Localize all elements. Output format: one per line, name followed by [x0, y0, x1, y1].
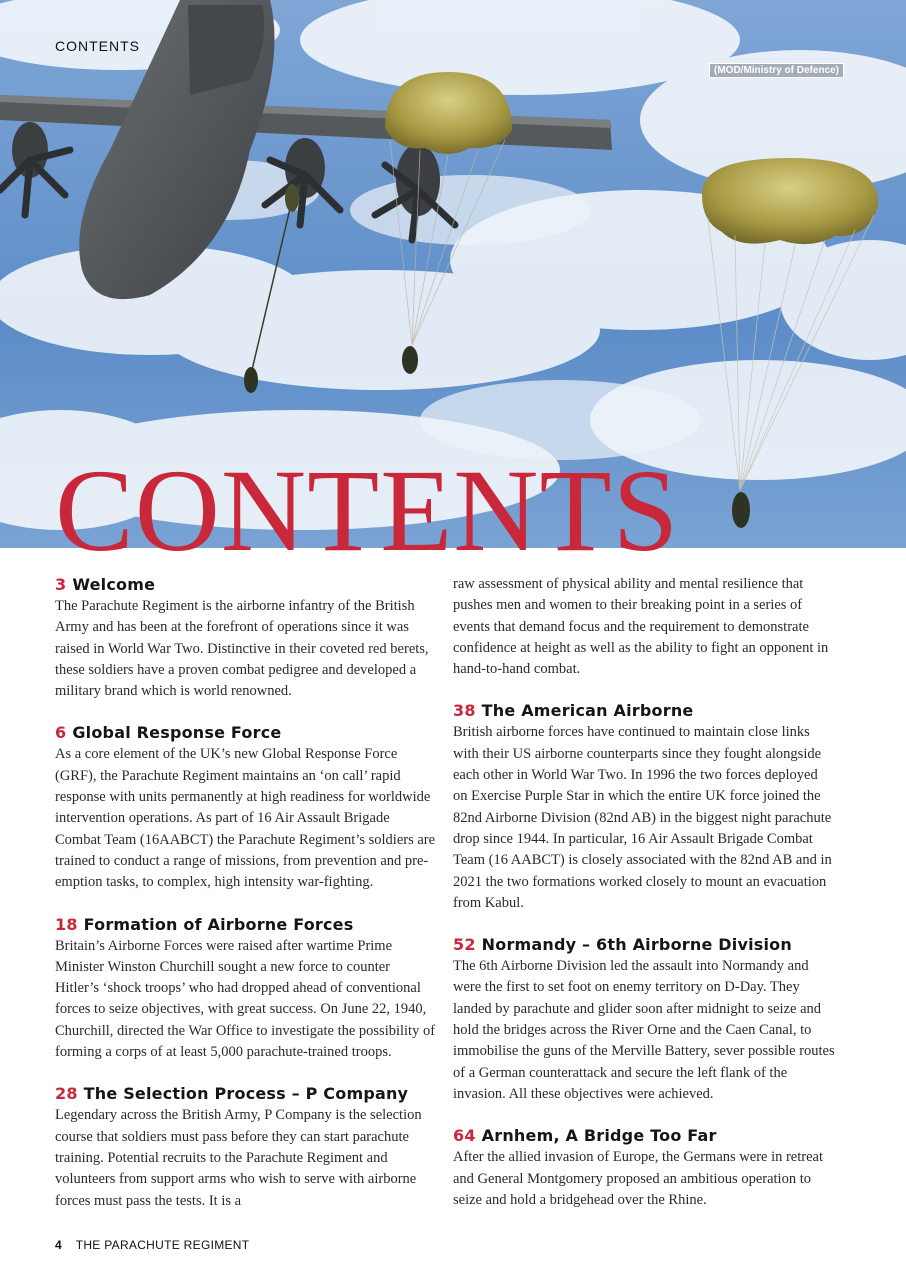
entry-title: The American Airborne — [481, 701, 694, 721]
footer-page-number: 4 — [55, 1238, 62, 1252]
contents-entry-global-response-force[interactable] — [55, 722, 437, 893]
page-footer — [55, 1238, 249, 1252]
entry-summary-continued: raw assessment of physical ability and mental resilience that pushes men and women to their breaking point in a series of events that demand focus and the requirement to demonstrate confidence at height as well as the ability to fight an opponent in hand-to-hand combat. — [453, 576, 829, 678]
entry-page-number: 52 — [453, 935, 476, 955]
page-title: CONTENTS — [55, 445, 680, 576]
entry-summary: Britain’s Airborne Forces were raised after wartime Prime Minister Winston Churchill sought a new force to counter Hitler’s ‘shock troops’ who had dropped ahead of conventional forces to seize objectives, with great success. On June 22, 1940, Churchill, directed the War Office to investigate the possibility of forming a corps of at least 5,000 parachute-trained troops. — [55, 937, 436, 1061]
entry-title: Global Response Force — [72, 723, 282, 743]
entry-title: The Selection Process – P Company — [83, 1084, 409, 1104]
contents-entry-selection-process[interactable] — [55, 1083, 437, 1211]
contents-entry-selection-continued — [453, 574, 835, 680]
entry-heading — [55, 914, 437, 936]
entry-page-number: 18 — [55, 914, 78, 934]
section-label: CONTENTS — [55, 38, 140, 54]
entry-summary: British airborne forces have continued to maintain close links with their US airborne counterparts since they fought alongside each other in World War Two. In 1996 the two forces deployed on Exercise Purple Star in which the entire UK force joined the 82nd Airborne Division (82nd AB) in the biggest night parachute drop since 1944. In particular, 16 Air Assault Brigade Combat Team (16 AABCT) is closely associated with the 82nd AB and in 2021 the two formations worked closely to mount an evacuation from Kabul. — [453, 724, 832, 911]
entry-heading — [55, 574, 437, 596]
entry-page-number: 6 — [55, 723, 67, 743]
entry-summary: The 6th Airborne Division led the assault into Normandy and were the first to set foot on enemy territory on D-Day. They landed by parachute and glider soon after midnight to seize and hold the bridges across the River Orne and the Caen Canal, to immobilise the guns of the Merville Battery, sever possible routes of a German counterattack and secure the left flank of the invasion. All these objectives were achieved. — [453, 958, 835, 1102]
entry-page-number: 64 — [453, 1126, 476, 1146]
entry-title: Formation of Airborne Forces — [83, 914, 354, 934]
entry-heading — [453, 700, 835, 722]
entry-summary: After the allied invasion of Europe, the Germans were in retreat and General Montgomery proposed an ambitious operation to seize and hold a bridgehead over the Rhine. — [453, 1149, 824, 1208]
contents-column-left — [55, 574, 437, 1232]
contents-column-right — [453, 574, 835, 1231]
footer-publication-title: THE PARACHUTE REGIMENT — [75, 1238, 250, 1252]
entry-page-number: 28 — [55, 1084, 78, 1104]
entry-summary: Legendary across the British Army, P Company is the selection course that soldiers must pass before they can start parachute training. Potential recruits to the Parachute Regiment and volunteers from support arms who wish to serve with airborne forces must pass the tests. It is a — [55, 1107, 422, 1209]
entry-title: Normandy – 6th Airborne Division — [481, 935, 792, 955]
entry-page-number: 38 — [453, 701, 476, 721]
entry-heading — [55, 1083, 437, 1105]
entry-heading — [453, 1125, 835, 1147]
entry-title: Arnhem, A Bridge Too Far — [481, 1126, 717, 1146]
entry-heading — [55, 722, 437, 744]
contents-entry-american-airborne[interactable] — [453, 700, 835, 914]
contents-entry-formation-airborne-forces[interactable] — [55, 914, 437, 1064]
entry-title: Welcome — [72, 575, 156, 594]
entry-summary: As a core element of the UK’s new Global Response Force (GRF), the Parachute Regiment maintains an ‘on call’ rapid response with units permanently at high readiness for worldwide intervention operations. As part of 16 Air Assault Brigade Combat Team (16AABCT) the Parachute Regiment’s soldiers are trained to conduct a range of missions, from prevention and pre-emption tasks, to complex, high intensity war-fighting. — [55, 746, 436, 891]
photo-credit: (MOD/Ministry of Defence) — [709, 63, 844, 78]
contents-entry-welcome[interactable] — [55, 574, 437, 702]
entry-page-number: 3 — [55, 575, 67, 594]
entry-summary: The Parachute Regiment is the airborne infantry of the British Army and has been at the forefront of operations since it was raised in World War Two. Distinctive in their coveted red berets, these soldiers have a proven combat pedigree and developed a military brand which is world renowned. — [55, 598, 429, 700]
entry-heading — [453, 934, 835, 956]
contents-entry-arnhem[interactable] — [453, 1125, 835, 1211]
contents-entry-normandy[interactable] — [453, 934, 835, 1105]
